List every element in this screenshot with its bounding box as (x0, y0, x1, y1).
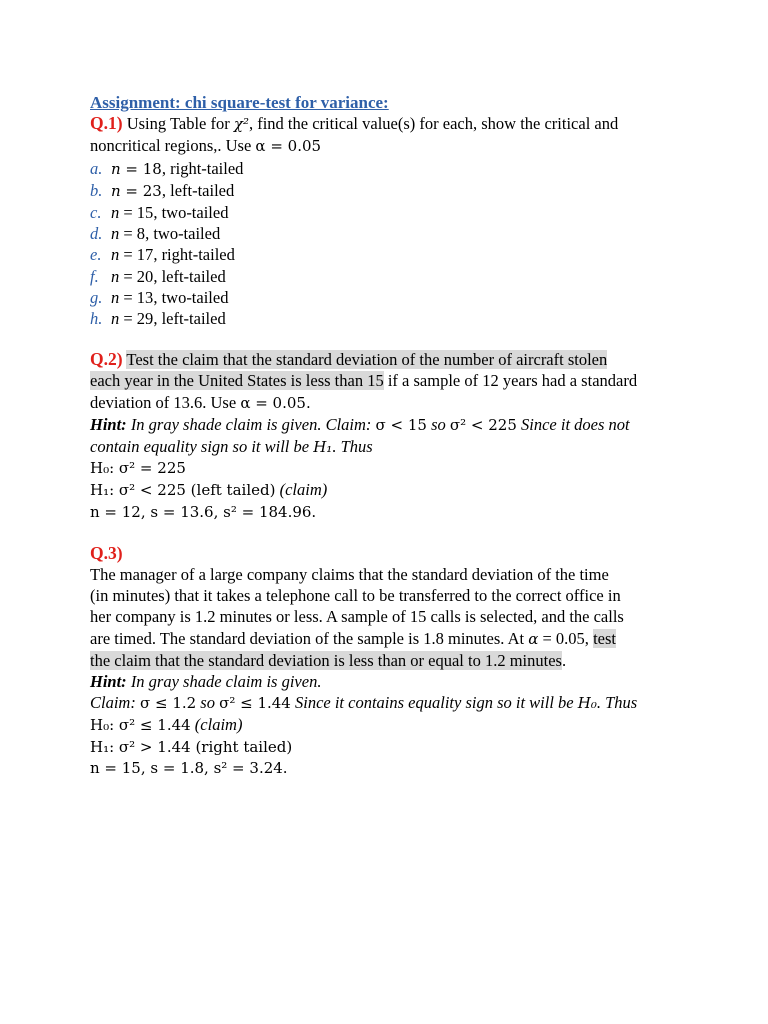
item-n: n = (111, 159, 143, 178)
item-n: n (111, 203, 120, 223)
q3-claim-highlight-2: the claim that the standard deviation is less than or equal to 1.2 minutes (90, 650, 562, 670)
q1-label: Q.1) (90, 113, 123, 134)
q2-line-2 (90, 370, 690, 391)
item-n: n (111, 287, 120, 307)
item-tail: , two-tailed (153, 203, 229, 223)
list-item (90, 202, 690, 223)
list-item (90, 266, 690, 287)
item-letter: d. (90, 224, 103, 244)
q3-alpha: α (528, 629, 539, 648)
q3-claim-so: so (196, 693, 220, 713)
q2-hint-line-1 (90, 414, 690, 436)
q3-claim-h0: H₀ (577, 694, 597, 713)
q1-line-1 (90, 113, 690, 135)
item-letter: e. (90, 245, 102, 265)
q2-hint-so: so (426, 414, 450, 434)
chi-square-symbol: χ² (233, 115, 249, 134)
q3-line-5 (90, 650, 690, 671)
spacer (90, 329, 690, 349)
q2-claim-highlight-1: Test the claim that the standard deviation of the number of aircraft stolen (126, 350, 608, 370)
q3-claim-thus: . Thus (596, 693, 638, 713)
spacer (90, 523, 690, 543)
list-item (90, 158, 690, 180)
list-item (90, 308, 690, 329)
item-letter: f. (90, 266, 99, 286)
item-letter: h. (90, 309, 103, 329)
q3-label: Q.3) (90, 542, 123, 563)
q2-line-3 (90, 392, 690, 414)
q2-label: Q.2) (90, 349, 123, 370)
q3-line-4b: = 0.05, (538, 628, 594, 648)
q3-claim-rest: Since it contains equality sign so it will be (290, 693, 578, 713)
q3-h0: H₀: σ² ≤ 1.44 (90, 716, 191, 735)
q3-line-4 (90, 628, 690, 650)
item-n-value: = 8 (119, 224, 146, 244)
q2-line-1 (90, 349, 690, 370)
q1-line-2 (90, 135, 690, 157)
q3-line-2: (in minutes) that it takes a telephone call to be transferred to the correct office in (90, 586, 621, 606)
q2-rest-2: if a sample of 12 years had a standard (383, 371, 638, 391)
q3-h1: H₁: σ² > 1.44 (right tailed) (90, 737, 293, 756)
item-tail: , right-tailed (153, 245, 235, 265)
q2-hint-math-1: σ < 15 (375, 415, 427, 434)
q2-hint-h1: H₁ (313, 438, 333, 457)
item-n-value: 23 (142, 181, 162, 200)
q2-hint-math-2: σ² < 225 (449, 415, 517, 434)
q3-claim-line (90, 692, 690, 714)
item-letter: b. (90, 180, 103, 200)
q2-claim-highlight-2: each year in the United States is less than 15 (90, 371, 384, 391)
q2-alpha: α = 0.05. (240, 393, 311, 412)
q2-h1-claim: (claim) (275, 480, 328, 500)
item-n-value: 18 (142, 159, 162, 178)
q3-h0-line (90, 714, 690, 736)
q2-hint-1: In gray shade claim is given. Claim: (126, 414, 376, 434)
item-n-value: = 13 (119, 287, 154, 307)
q2-hint-label: Hint: (90, 414, 127, 434)
q3-hint-1: In gray shade claim is given. (126, 672, 322, 692)
item-n: n (111, 224, 120, 244)
q3-line-3: her company is 1.2 minutes or less. A sample of 15 calls is selected, and the calls (90, 607, 624, 627)
q1-alpha: α = 0.05 (255, 137, 322, 156)
document-page (90, 92, 690, 779)
item-n: n (111, 309, 120, 329)
q2-hint-thus: . Thus (332, 437, 373, 457)
list-item (90, 223, 690, 244)
item-n-value: = 17 (119, 245, 154, 265)
q2-line-3-text: deviation of 13.6. Use (90, 392, 241, 412)
q2-stats: n = 12, s = 13.6, s² = 184.96. (90, 502, 317, 521)
item-n-value: = 29 (119, 309, 154, 329)
item-n: n (111, 245, 120, 265)
q3-line-5-end: . (561, 650, 567, 670)
q3-line-1: The manager of a large company claims that the standard deviation of the time (90, 565, 609, 585)
q3-hint-label: Hint: (90, 672, 127, 692)
item-letter: a. (90, 158, 103, 178)
item-n: n = (111, 181, 143, 200)
q3-hint-line (90, 671, 690, 692)
q3-stats: n = 15, s = 1.8, s² = 3.24. (90, 758, 288, 777)
q3-h0-claim: (claim) (190, 715, 243, 735)
item-letter: g. (90, 287, 103, 307)
q2-hint-2: Since it does not (516, 414, 630, 434)
list-item (90, 180, 690, 202)
q3-line-4a: are timed. The standard deviation of the sample is 1.8 minutes. At (90, 628, 529, 648)
item-n-value: = 15 (119, 203, 154, 223)
item-n-value: = 20 (119, 266, 154, 286)
item-tail: , right-tailed (161, 158, 244, 178)
q3-claim-math-1: σ ≤ 1.2 (139, 694, 197, 713)
list-item (90, 287, 690, 308)
q1-item-list (90, 158, 690, 330)
q3-claim-highlight-1: test (593, 628, 616, 648)
q2-hint-line-2 (90, 436, 690, 458)
q2-hint-3: contain equality sign so it will be (90, 437, 314, 457)
q1-text-c: noncritical regions,. Use (90, 136, 256, 156)
item-tail: , left-tailed (153, 309, 226, 329)
list-item (90, 244, 690, 265)
item-tail: , left-tailed (153, 266, 226, 286)
assignment-title: Assignment: chi square-test for variance: (90, 93, 389, 112)
q2-h1-line (90, 479, 690, 501)
item-letter: c. (90, 203, 102, 223)
item-tail: , two-tailed (145, 224, 221, 244)
q3-claim-label: Claim: (90, 693, 140, 713)
item-n: n (111, 266, 120, 286)
q3-claim-math-2: σ² ≤ 1.44 (219, 694, 291, 713)
item-tail: , left-tailed (161, 180, 235, 200)
q2-h1: H₁: σ² < 225 (left tailed) (90, 481, 276, 500)
q1-text-b: , find the critical value(s) for each, show the critical and (248, 114, 619, 134)
item-tail: , two-tailed (153, 287, 229, 307)
q1-text-a: Using Table for (126, 114, 234, 134)
q2-h0: H₀: σ² = 225 (90, 459, 186, 478)
